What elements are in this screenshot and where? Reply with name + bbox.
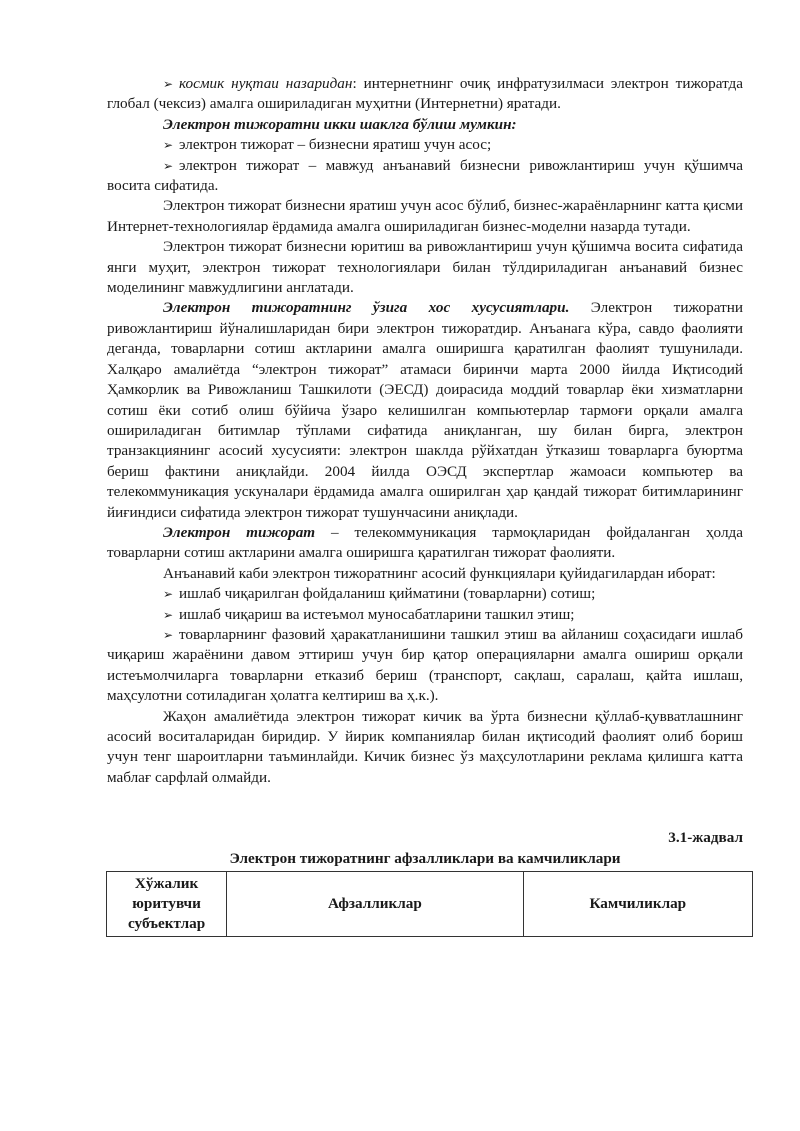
arrow-bullet-icon: ➢ xyxy=(163,138,174,153)
document-page xyxy=(107,74,743,937)
bullet-item xyxy=(107,625,743,707)
paragraph: Электрон тижорат бизнесни яратиш учун асос бўлиб, бизнес-жараёнларнинг катта қисми Интернет-технологиялар ёрдамида амалга ошириладиган бизнес-моделни назарда тутади. xyxy=(107,197,743,235)
subheading: Электрон тижоратни икки шаклга бўлиш мумкин: xyxy=(163,115,517,133)
table-header-cell: Хўжалик юритувчи субъектлар xyxy=(107,872,227,937)
emphasis-text: космик нуқтаи назаридан xyxy=(179,75,353,92)
arrow-bullet-icon: ➢ xyxy=(163,77,174,91)
paragraph: Жаҳон амалиётида электрон тижорат кичик ва ўрта бизнесни қўллаб-қувватлашнинг асосий воситаларидан биридир. У йирик компаниялар билан иқтисодий фаолият олиб бориш учун тенг шароитларни таъминлайди. Кичик бизнес ўз маҳсулотларини реклама қилишга катта маблағ сарфлай олмайди. xyxy=(107,707,743,786)
bullet-text: ишлаб чиқарилган фойдаланиш қийматини (товарларни) сотиш; xyxy=(179,585,596,603)
bullet-text: электрон тижорат – бизнесни яратиш учун асос; xyxy=(179,136,492,154)
paragraph: Анъанавий каби электрон тижоратнинг асосий функциялари қуйидагилардан иборат: xyxy=(163,564,716,582)
comparison-table xyxy=(106,871,753,937)
paragraph: Электрон тижорат бизнесни юритиш ва ривожлантириш учун қўшимча восита сифатида янги муҳит, электрон тижорат технологиялари билан тўлдириладиган анъанавий бизнес моделининг мавжудлигини англатади. xyxy=(107,238,743,297)
bullet-text: товарларнинг фазовий ҳаракатланишини ташкил этиш ва айланиш соҳасидаги ишлаб чиқариш жараёнини давом эттириш учун бир қатор операцияларни амалга ошириш орқали истеъмолчиларга товарларни етказиб бериш (транспорт, сақлаш, саралаш, қайта ишлаш, маҳсулотни сотиладиган ҳолатга келтириш ва ҳ.к.). xyxy=(107,625,743,705)
paragraph xyxy=(107,523,743,564)
table-title: Электрон тижоратнинг афзалликлари ва камчиликлари xyxy=(229,849,621,867)
table-header-row xyxy=(107,872,753,937)
emphasis-text: Электрон тижоратнинг ўзига хос хусусиятлари. xyxy=(163,299,570,317)
emphasis-text: Электрон тижорат xyxy=(163,523,316,541)
arrow-bullet-icon: ➢ xyxy=(163,587,174,602)
bullet-item xyxy=(107,156,743,197)
arrow-bullet-icon: ➢ xyxy=(163,158,174,173)
bullet-item xyxy=(107,605,743,625)
paragraph xyxy=(107,298,743,522)
arrow-bullet-icon: ➢ xyxy=(163,627,174,642)
paragraph-text: – телекоммуникация тармоқларидан фойдаланган ҳолда товарларни сотиш актларини амалга оширишга қаратилган тижорат фаолияти. xyxy=(107,523,744,562)
paragraph-text: Электрон тижоратни ривожлантириш йўналишларидан бири электрон тижоратдир. Анъанага кўра, савдо фаолияти деганда, товарларни сотиш актларини амалга оширишга қаратилган фаолият тушунилади. Халқаро амалиётда “электрон тижорат” атамаси биринчи марта 2000 йилда Иқтисодий Ҳамкорлик ва Ривожланиш Ташкилоти (ЭЕСД) доирасида моддий товарлар ёки хизматларни сотиш ёки сотиб олиш бўйича ўзаро келишилган компьютерлар тармоғи орқали амалга ошириладиган битимлар тўплами сифатида аниқланган, шу билан бирга, электрон транзакциянинг асосий хусусияти: электрон шаклда рўйхатдан ўтказиш товарларга буюртма бериш фактини аниқлайди. 2004 йилда ОЭСД экспертлар жамоаси компьютер ва телекоммуникация ускуналари ёрдамида амалга оширилган ҳар қандай тижорат битимларининг йиғиндиси сифатида электрон тижорат тушунчасини аниқлади. xyxy=(107,299,743,521)
spacer xyxy=(107,788,743,828)
table-number: 3.1-жадвал xyxy=(668,829,743,847)
bullet-item xyxy=(107,135,743,155)
paragraph-text: : интернетнинг очиқ инфратузилмаси электрон тижоратда глобал (чексиз) амалга ошириладиган муҳитни (Интернетни) яратади. xyxy=(107,75,744,113)
table-header-cell: Камчиликлар xyxy=(523,872,752,937)
bullet-paragraph xyxy=(107,74,743,115)
bullet-item xyxy=(107,584,743,604)
bullet-text: электрон тижорат – мавжуд анъанавий бизнесни ривожлантириш учун қўшимча восита сифатида. xyxy=(107,156,743,195)
table-header-cell: Афзалликлар xyxy=(227,872,523,937)
arrow-bullet-icon: ➢ xyxy=(163,607,174,622)
bullet-text: ишлаб чиқариш ва истеъмол муносабатларини ташкил этиш; xyxy=(179,605,575,623)
